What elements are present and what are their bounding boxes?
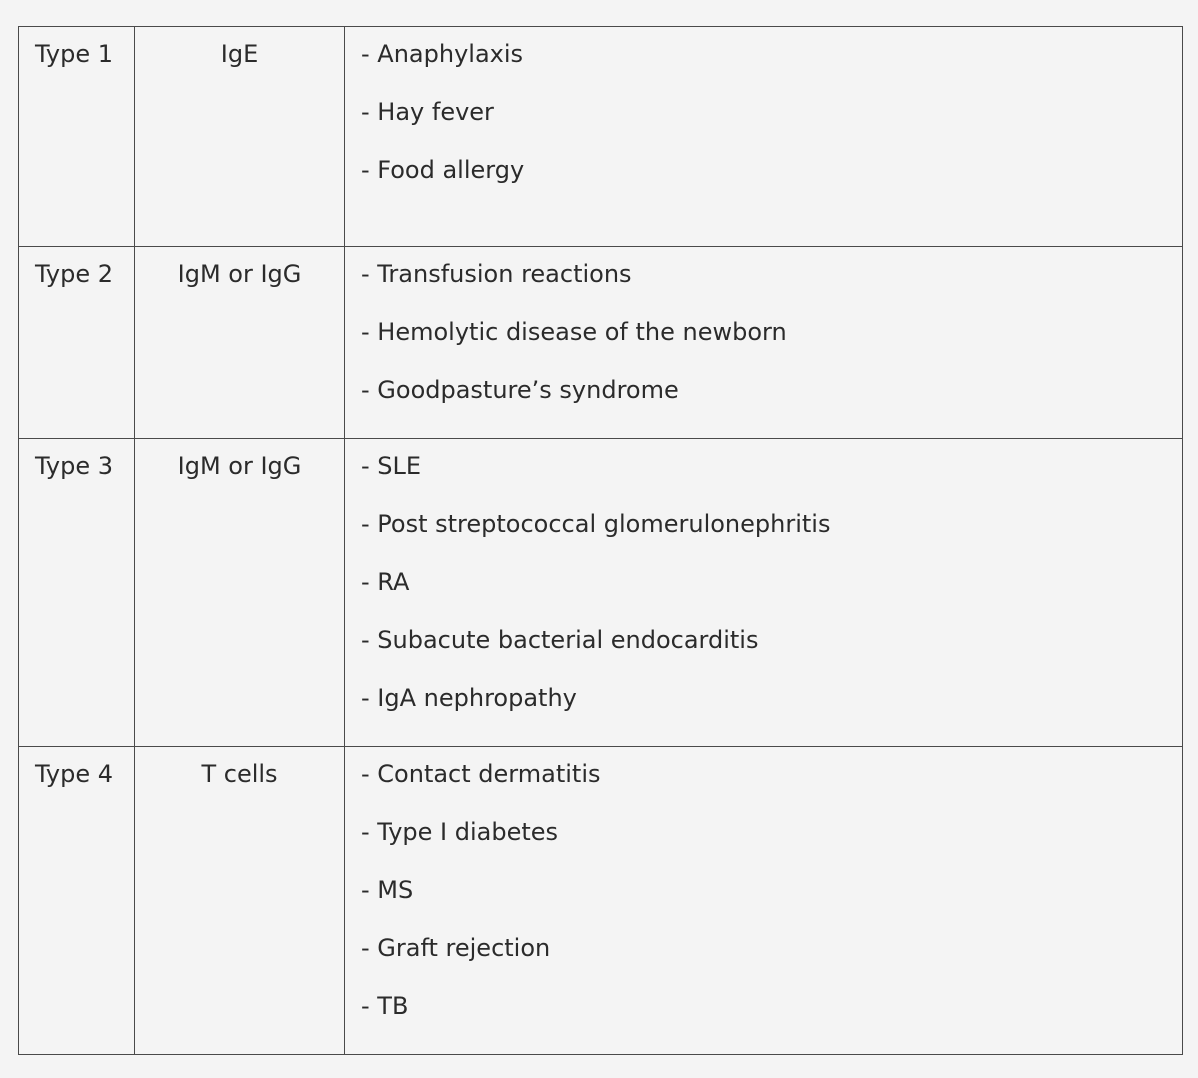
list-item: - Hay fever: [361, 98, 494, 126]
examples-cell: [345, 747, 1183, 1055]
list-item: - Post streptococcal glomerulonephritis: [361, 510, 831, 538]
type-cell: Type 4: [19, 747, 135, 1055]
antibody-cell: T cells: [135, 747, 345, 1055]
list-item: - MS: [361, 876, 414, 904]
examples-list: [361, 259, 1182, 433]
examples-cell: [345, 247, 1183, 439]
table-row: [19, 439, 1183, 747]
examples-cell: [345, 27, 1183, 247]
type-cell: Type 3: [19, 439, 135, 747]
table-row: [19, 27, 1183, 247]
list-item: - Transfusion reactions: [361, 260, 632, 288]
antibody-cell: IgM or IgG: [135, 439, 345, 747]
examples-cell: [345, 439, 1183, 747]
list-item: - Food allergy: [361, 156, 525, 184]
antibody-cell: IgM or IgG: [135, 247, 345, 439]
list-item: - Subacute bacterial endocarditis: [361, 626, 759, 654]
table-row: [19, 247, 1183, 439]
list-item: - Goodpasture’s syndrome: [361, 376, 679, 404]
examples-list: [361, 39, 1182, 213]
list-item: - RA: [361, 568, 410, 596]
list-item: - Graft rejection: [361, 934, 551, 962]
examples-list: [361, 759, 1182, 1049]
list-item: - Anaphylaxis: [361, 40, 524, 68]
examples-list: [361, 451, 1182, 741]
list-item: - SLE: [361, 452, 422, 480]
list-item: - IgA nephropathy: [361, 684, 577, 712]
table-row: [19, 747, 1183, 1055]
type-cell: Type 1: [19, 27, 135, 247]
type-cell: Type 2: [19, 247, 135, 439]
list-item: - Type I diabetes: [361, 818, 559, 846]
antibody-cell: IgE: [135, 27, 345, 247]
list-item: - Hemolytic disease of the newborn: [361, 318, 787, 346]
list-item: - TB: [361, 992, 409, 1020]
list-item: - Contact dermatitis: [361, 760, 601, 788]
hypersensitivity-table: [18, 26, 1183, 1055]
